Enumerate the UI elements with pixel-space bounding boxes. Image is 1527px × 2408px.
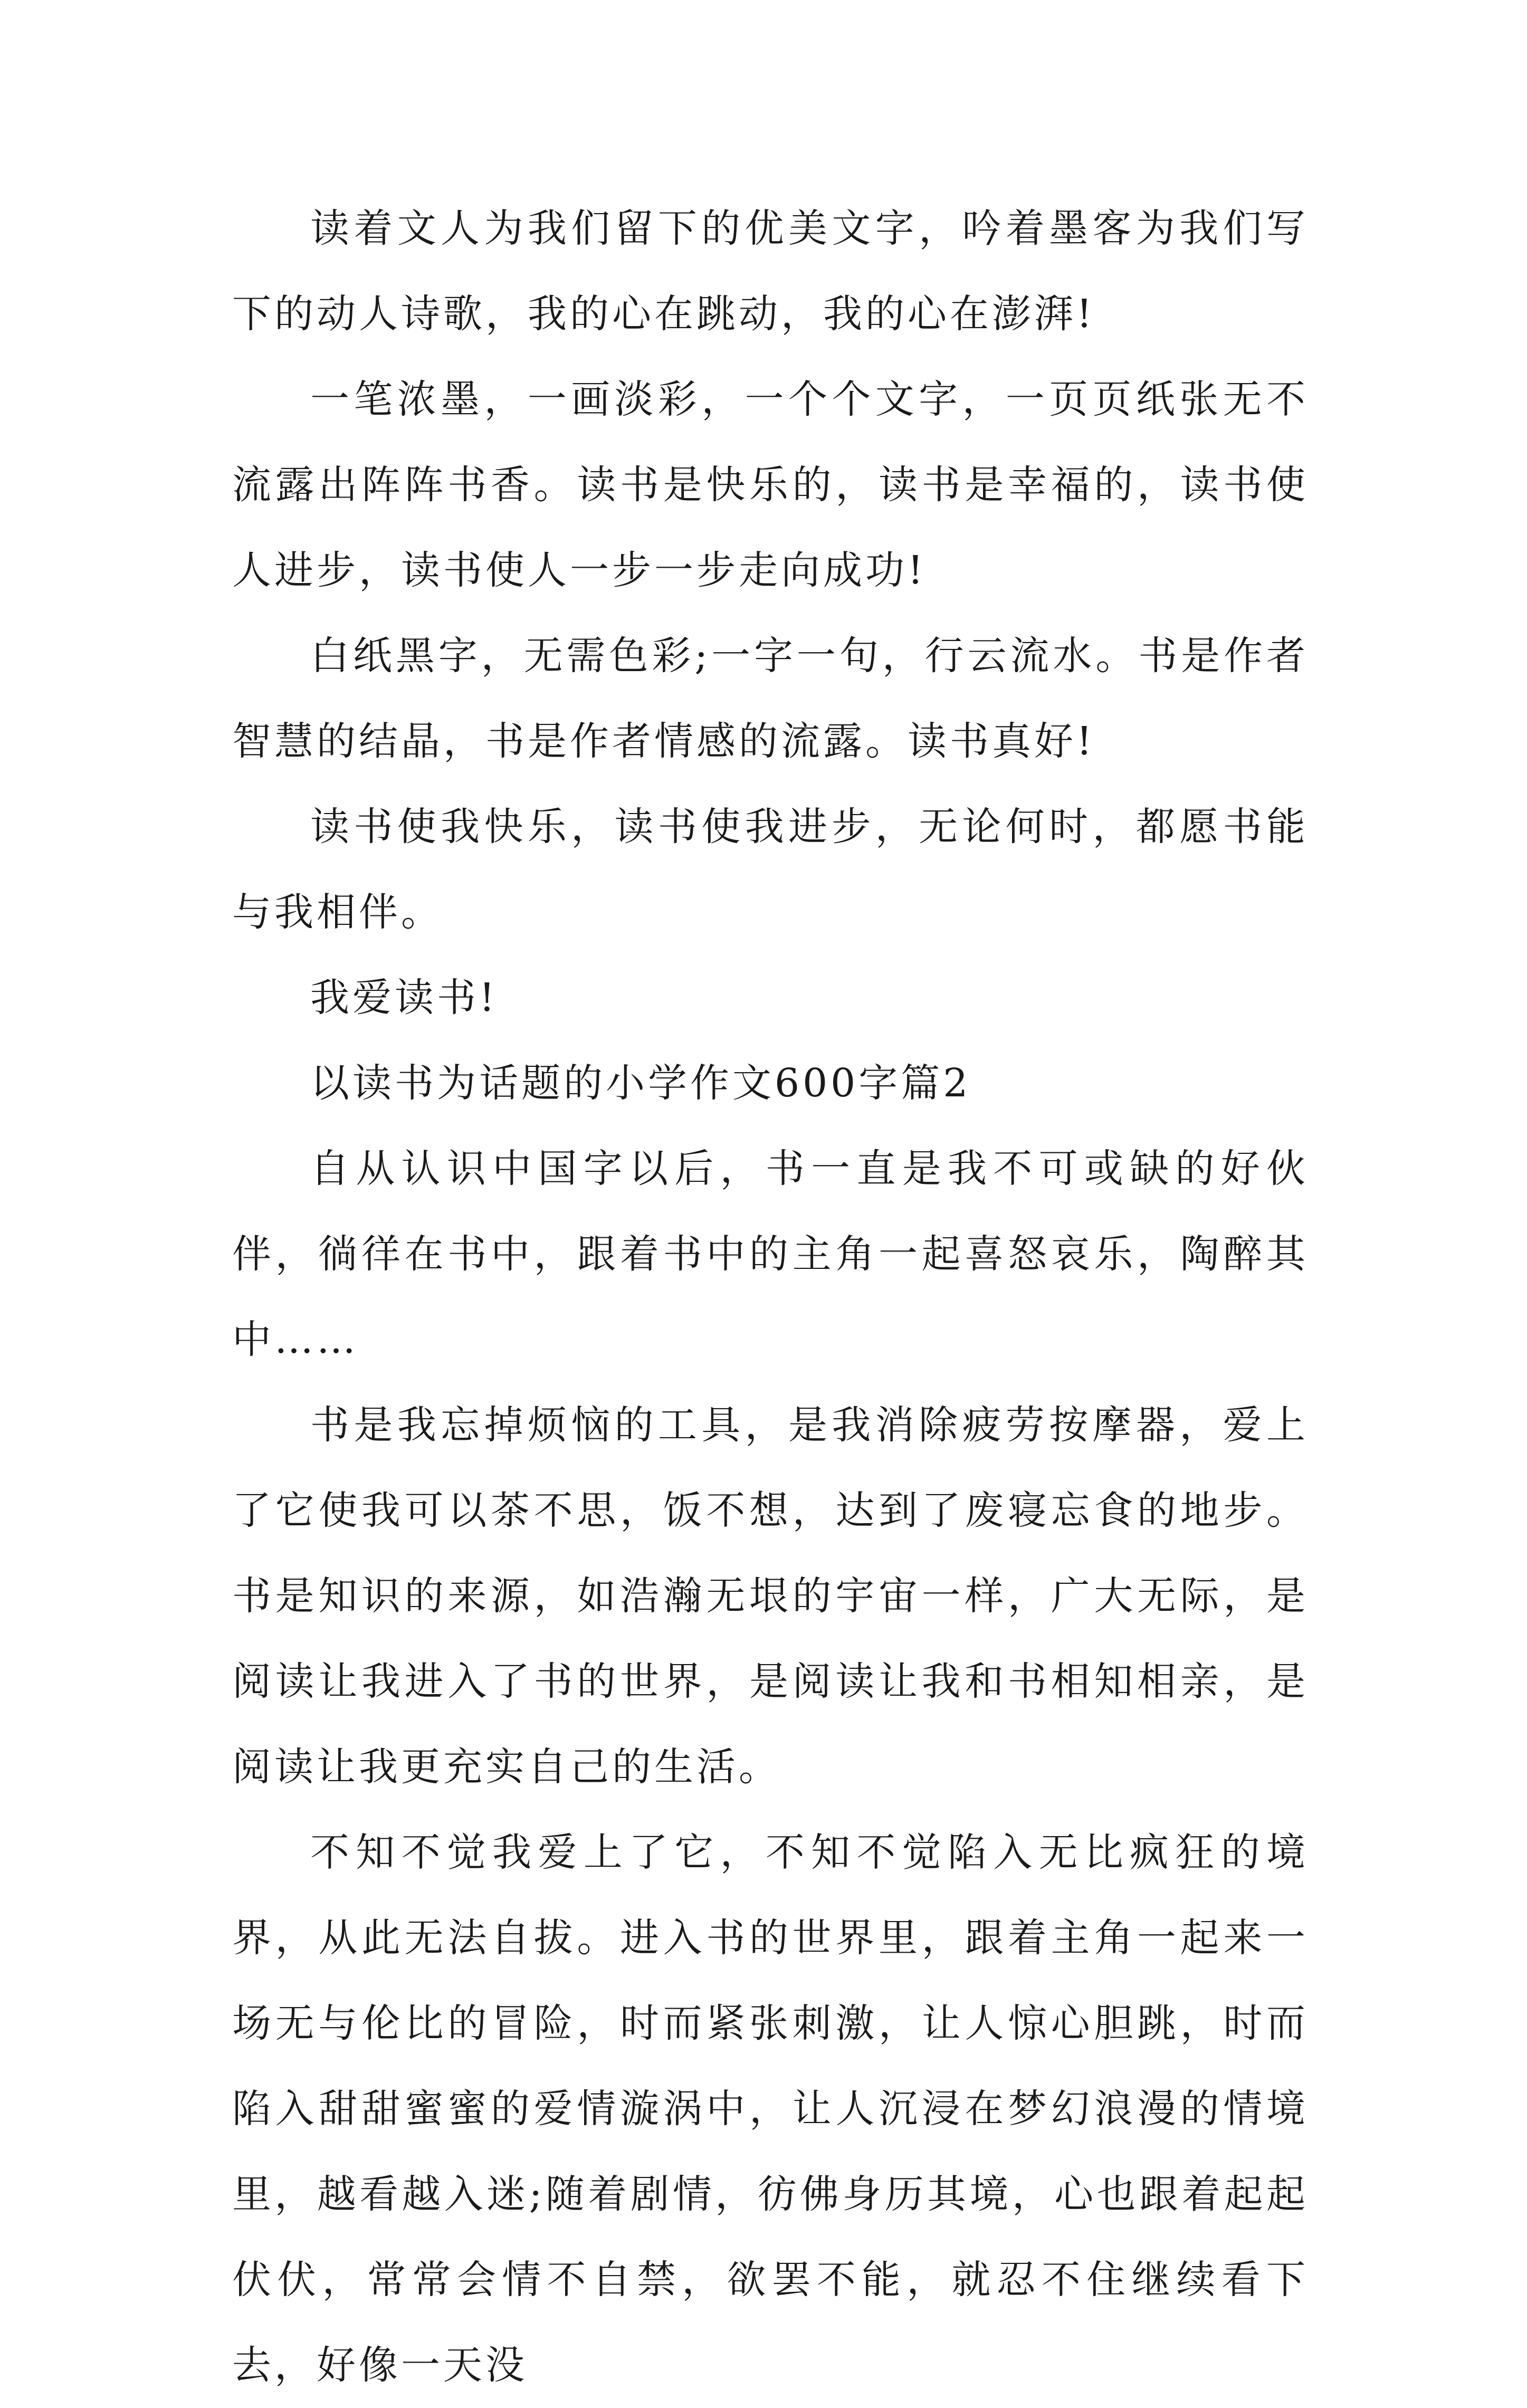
- section-heading: 以读书为话题的小学作文600字篇2: [310, 1060, 971, 1106]
- paragraph-1: 读着文人为我们留下的优美文字，吟着墨客为我们写下的动人诗歌，我的心在跳动，我的心在澎湃!: [232, 206, 1309, 337]
- paragraph-8: 不知不觉我爱上了它，不知不觉陷入无比疯狂的境界，从此无法自拔。进入书的世界里，跟着主角一起来一场无与伦比的冒险，时而紧张刺激，让人惊心胆跳，时而陷入甜甜蜜蜜的爱情漩涡中，让人沉浸在梦幻浪漫的情境里，越看越入迷;随着剧情，彷佛身历其境，心也跟着起起伏伏，常常会情不自禁，欲罢不能，就忍不住继续看下去，好像一天没: [232, 1830, 1309, 2388]
- paragraph-6: 自从认识中国字以后，书一直是我不可或缺的好伙伴，徜徉在书中，跟着书中的主角一起喜怒哀乐，陶醉其中……: [232, 1146, 1309, 1362]
- paragraph-5: 我爱读书!: [310, 975, 498, 1020]
- paragraph-2: 一笔浓墨，一画淡彩，一个个文字，一页页纸张无不流露出阵阵书香。读书是快乐的，读书是幸福的，读书使人进步，读书使人一步一步走向成功!: [232, 377, 1309, 593]
- paragraph-7: 书是我忘掉烦恼的工具，是我消除疲劳按摩器，爱上了它使我可以茶不思，饭不想，达到了废寝忘食的地步。书是知识的来源，如浩瀚无垠的宇宙一样，广大无际，是阅读让我进入了书的世界，是阅读让我和书相知相亲，是阅读让我更充实自己的生活。: [232, 1402, 1309, 1790]
- paragraph-4: 读书使我快乐，读书使我进步，无论何时，都愿书能与我相伴。: [232, 804, 1309, 935]
- paragraph-3: 白纸黑字，无需色彩;一字一句，行云流水。书是作者智慧的结晶，书是作者情感的流露。读书真好!: [232, 633, 1309, 764]
- document-body: [232, 186, 1309, 2408]
